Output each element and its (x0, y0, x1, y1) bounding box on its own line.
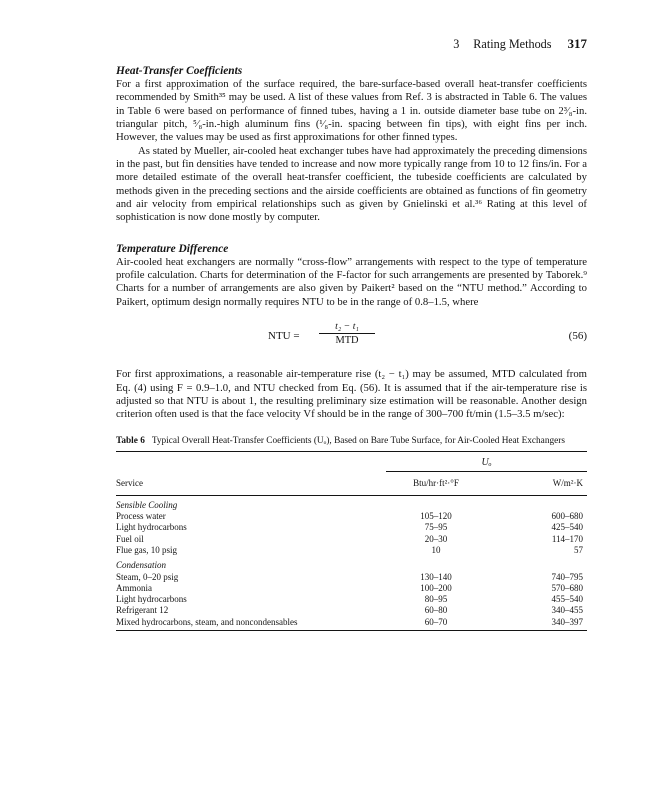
cell-service: Fuel oil (116, 533, 144, 544)
cell-si: 425–540 (551, 522, 583, 533)
cell-service: Mixed hydrocarbons, steam, and noncondensables (116, 617, 386, 631)
cell-btu: 60–70 (386, 617, 486, 631)
table-row (116, 605, 587, 616)
cell-service: Light hydrocarbons (116, 594, 187, 605)
paragraph-heat-transfer-1: For a first approximation of the surface required, the bare-surface-based overall heat-transfer coefficients recommended by Smith³⁵ may be used. A list of these values from Ref. 3 is abstracted in Table 6. The values in Table 6 were based on performance of finned tubes, having a 1 in. outside diameter base tube on 2³⁄₈-in. triangular pitch, ⁵⁄₈-in.-high aluminum fins (¹⁄₈-in. spacing between fin tips), with eight fins per inch. However, the values may be used as first approximations for other finned types. (116, 78, 587, 144)
table-group-row (116, 495, 587, 511)
table-row (116, 594, 587, 605)
equation-denominator: MTD (335, 335, 359, 347)
body-text (116, 64, 587, 631)
equation-56 (116, 317, 587, 361)
cell-si: 600–680 (551, 511, 583, 522)
group-label-sensible-cooling: Sensible Cooling (116, 499, 178, 510)
cell-btu: 80–95 (424, 594, 448, 605)
running-head (453, 36, 587, 52)
cell-service: Flue gas, 10 psig (116, 544, 178, 555)
cell-si: 340–455 (551, 605, 583, 616)
table-row (116, 511, 587, 522)
cell-si: 455–540 (551, 594, 583, 605)
cell-service: Process water (116, 511, 166, 522)
table-group-header-row (116, 452, 587, 472)
column-header-btu: Btu/hr·ft²·°F (386, 472, 486, 495)
cell-si: 740–795 (551, 571, 583, 582)
cell-service: Steam, 0–20 psig (116, 571, 179, 582)
table-caption-text: Typical Overall Heat-Transfer Coefficients (Uₒ), Based on Bare Tube Surface, for Air-Cooled Heat Exchangers (151, 435, 565, 446)
equation-fraction (319, 321, 375, 346)
cell-si: 340–397 (486, 617, 587, 631)
table-row (116, 522, 587, 533)
chapter-number: 3 (453, 37, 460, 51)
equation-lhs: NTU = (268, 330, 300, 343)
section-heading-heat-transfer: Heat-Transfer Coefficients (116, 65, 243, 77)
table-6 (116, 436, 587, 631)
table-group-row (116, 556, 587, 571)
coefficients-table (116, 452, 587, 631)
column-header-service: Service (116, 472, 386, 495)
cell-service: Refrigerant 12 (116, 605, 169, 616)
paragraph-heat-transfer-2: As stated by Mueller, air-cooled heat exchanger tubes have had approximately the preceding dimensions in the past, but fin densities have tended to increase and now more typically range from 10 to 12 fins/in. For a more detailed estimate of the overall heat-transfer coefficient, the tubeside coefficients are calculated by methods given in the preceding sections and the airside coefficients are obtained as functions of fin geometry and air velocity from empirical relationships such as given by Gnielinski et al.³⁶ Rating at this level of sophistication is now done mostly by computer. (116, 144, 587, 224)
cell-btu: 75–95 (424, 522, 448, 533)
table-row (116, 545, 587, 556)
chapter-title: Rating Methods (473, 37, 552, 51)
cell-btu: 105–120 (420, 511, 452, 522)
paragraph-temperature-2: For first approximations, a reasonable air-temperature rise (t₂ − t₁) may be assumed, MTD calculated from Eq. (4) using F = 0.9–1.0, and NTU checked from Eq. (56). It is assumed that if the air-temperature rise is adjusted so that NTU is about 1, the resulting preliminary size estimation will be reasonable. Another design criterion often used is that the face velocity Vf should be in the range of 300–700 ft/min (1.5–3.5 m/sec): (116, 368, 587, 421)
cell-service: Ammonia (116, 582, 152, 593)
column-header-si: W/m²·K (486, 472, 587, 495)
equation-number: (56) (568, 330, 587, 343)
group-label-condensation: Condensation (116, 560, 167, 571)
paragraph-temperature-1: Air-cooled heat exchangers are normally “cross-flow” arrangements with respect to the type of temperature profile calculation. Charts for determination of the F-factor for such arrangements are presented by Taborek.⁹ Charts for a number of arrangements are also given by Paikert² based on the “NTU method.” According to Paikert, optimum design normally requires NTU to be in the range of 0.8–1.5, where (116, 255, 587, 308)
table-row (116, 572, 587, 583)
cell-si: 114–170 (551, 533, 583, 544)
table-group-header-uo: Uₒ (386, 452, 587, 472)
table-row (116, 617, 587, 631)
table-row (116, 534, 587, 545)
cell-btu: 60–80 (424, 605, 448, 616)
table-row (116, 583, 587, 594)
cell-btu: 130–140 (420, 571, 452, 582)
cell-service: Light hydrocarbons (116, 522, 187, 533)
page-number: 317 (567, 36, 587, 51)
table-label: Table 6 (116, 435, 145, 446)
section-heading-temperature-difference: Temperature Difference (116, 242, 229, 255)
equation-numerator: t₂ − t₁ (319, 321, 375, 334)
cell-btu: 20–30 (424, 533, 448, 544)
cell-si: 57 (574, 544, 583, 555)
table-caption (116, 436, 587, 453)
cell-si: 570–680 (551, 582, 583, 593)
table-header-row (116, 472, 587, 495)
cell-btu: 10 (431, 544, 441, 555)
cell-btu: 100–200 (420, 582, 452, 593)
